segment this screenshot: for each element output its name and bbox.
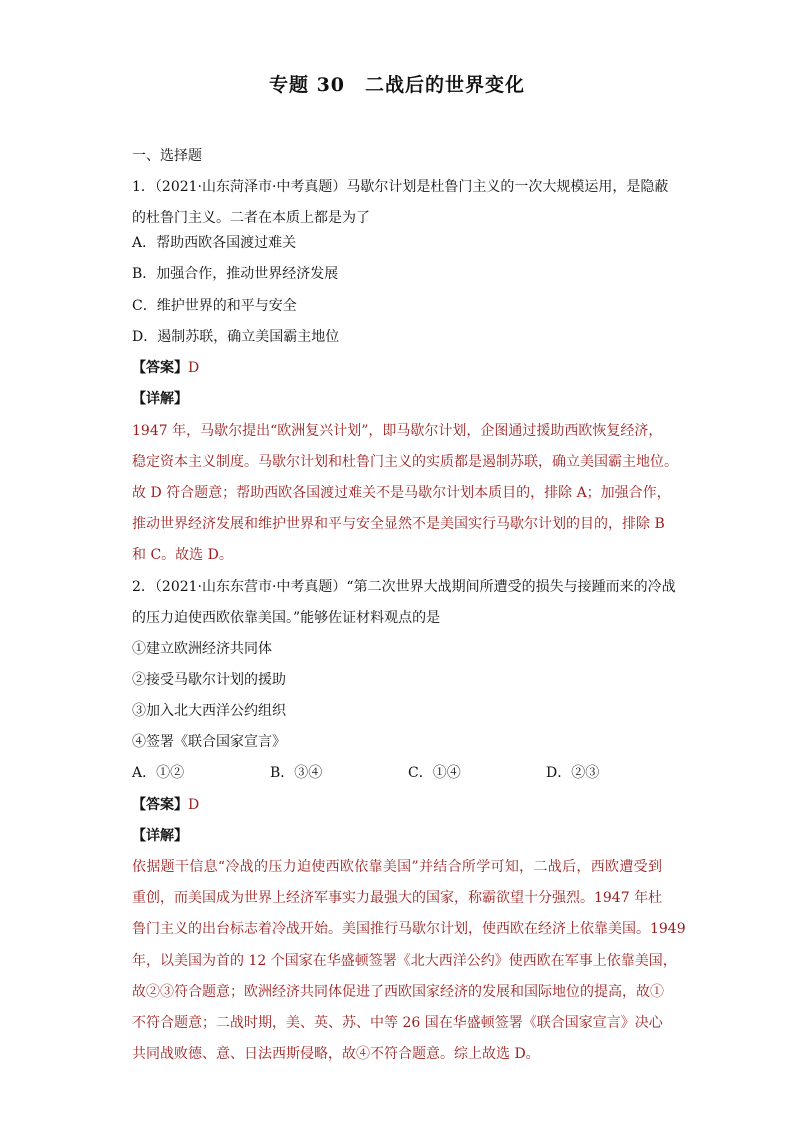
- q1-answer-label: 【答案】: [132, 360, 188, 376]
- q2-option-c: C．①④: [408, 765, 461, 781]
- q2-explain-line-4: 年，以美国为首的 12 个国家在华盛顿签署《北大西洋公约》使西欧在军事上依靠美国，: [132, 953, 677, 969]
- q1-explain-label: 【详解】: [132, 391, 188, 407]
- q2-stem-line-1: 2．（2021·山东东营市·中考真题）“第二次世界大战期间所遭受的损失与接踵而来的冷战: [132, 579, 676, 595]
- q2-options: [132, 763, 599, 783]
- q2-answer: [132, 795, 199, 815]
- q1-answer-value: D: [188, 360, 200, 376]
- q2-option-d: D．②③: [546, 765, 600, 781]
- q1-explain-line-3: 故 D 符合题意；帮助西欧各国渡过难关不是马歇尔计划本质目的，排除 A；加强合作，: [132, 485, 671, 501]
- q2-explain-label: 【详解】: [132, 828, 188, 844]
- q1-answer: [132, 358, 199, 378]
- q1-option-a: A．帮助西欧各国渡过难关: [132, 235, 297, 251]
- q2-answer-label: 【答案】: [132, 797, 188, 813]
- q2-option-b: B．③④: [270, 765, 323, 781]
- q1-stem-line-2: 的杜鲁门主义。二者在本质上都是为了: [132, 210, 370, 226]
- q2-stem-line-2: 的压力迫使西欧依靠美国。”能够佐证材料观点的是: [132, 610, 441, 626]
- section-heading: 一、选择题: [132, 148, 202, 164]
- q2-explain-line-6: 不符合题意；二战时期，美、英、苏、中等 26 国在华盛顿签署《联合国家宣言》决心: [132, 1015, 663, 1031]
- q1-option-d: D．遏制苏联，确立美国霸主地位: [132, 329, 340, 345]
- q1-explain-line-1: 1947 年，马歇尔提出“欧洲复兴计划”，即马歇尔计划，企图通过援助西欧恢复经济，: [132, 423, 663, 439]
- page-title: [0, 70, 794, 97]
- q2-item-1: ①建立欧洲经济共同体: [132, 641, 272, 657]
- q2-item-2: ②接受马歇尔计划的援助: [132, 672, 286, 688]
- q2-option-a: A．①②: [132, 765, 185, 781]
- topic-name: 二战后的世界变化: [365, 74, 526, 96]
- q2-explain-line-7: 共同战败德、意、日法西斯侵略，故④不符合题意。综上故选 D。: [132, 1046, 540, 1062]
- q2-answer-value: D: [188, 797, 200, 813]
- topic-number: 专题 30: [268, 74, 346, 96]
- q2-item-3: ③加入北大西洋公约组织: [132, 703, 286, 719]
- q1-explain-line-5: 和 C。故选 D。: [132, 547, 233, 563]
- q1-stem-line-1: 1．（2021·山东菏泽市·中考真题）马歇尔计划是杜鲁门主义的一次大规模运用，是隐蔽: [132, 179, 669, 195]
- q1-option-c: C．维护世界的和平与安全: [132, 298, 297, 314]
- q2-explain-line-3: 鲁门主义的出台标志着冷战开始。美国推行马歇尔计划，使西欧在经济上依靠美国。1949: [132, 921, 686, 937]
- q2-explain-line-1: 依据题干信息“冷战的压力迫使西欧依靠美国”并结合所学可知，二战后，西欧遭受到: [132, 859, 662, 875]
- q1-explain-line-2: 稳定资本主义制度。马歇尔计划和杜鲁门主义的实质都是遏制苏联，确立美国霸主地位。: [132, 454, 678, 470]
- q2-item-4: ④签署《联合国家宣言》: [132, 734, 286, 750]
- q2-explain-line-2: 重创，而美国成为世界上经济军事实力最强大的国家，称霸欲望十分强烈。1947 年杜: [132, 890, 663, 906]
- q2-explain-line-5: 故②③符合题意；欧洲经济共同体促进了西欧国家经济的发展和国际地位的提高，故①: [132, 984, 664, 1000]
- q1-explain-line-4: 推动世界经济发展和维护世界和平与安全显然不是美国实行马歇尔计划的目的，排除 B: [132, 516, 665, 532]
- q1-option-b: B．加强合作，推动世界经济发展: [132, 266, 339, 282]
